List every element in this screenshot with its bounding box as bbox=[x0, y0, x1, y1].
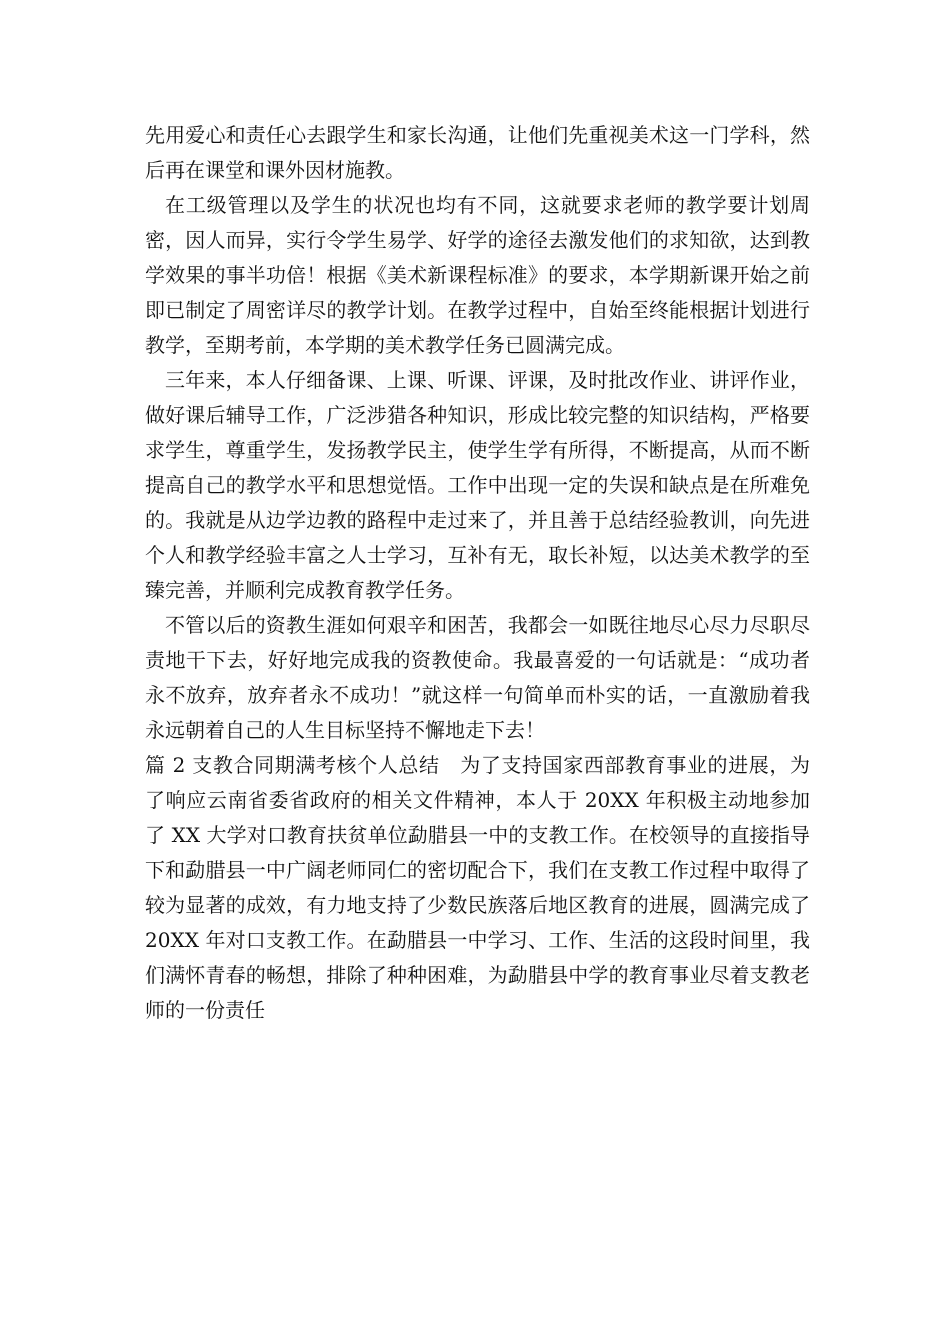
paragraph-3: 三年来，本人仔细备课、上课、听课、评课，及时批改作业、讲评作业，做好课后辅导工作，广泛涉猎各种知识，形成比较完整的知识结构，严格要求学生，尊重学生，发扬教学民主，使学生学有所得，不断提高，从而不断提高自己的教学水平和思想觉悟。工作中出现一定的失误和缺点是在所难免的。我就是从边学边教的路程中走过来了，并且善于总结经验教训，向先进个人和教学经验丰富之人士学习，互补有无，取长补短，以达美术教学的至臻完善，并顺利完成教育教学任务。 bbox=[145, 368, 810, 602]
paragraph-1: 先用爱心和责任心去跟学生和家长沟通，让他们先重视美术这一门学科，然后再在课堂和课外因材施教。 bbox=[145, 123, 810, 182]
paragraph-5: 篇 2 支教合同期满考核个人总结 为了支持国家西部教育事业的进展，为了响应云南省委省政府的相关文件精神，本人于 20XX 年积极主动地参加了 XX 大学对口教育扶贫单位勐腊县一中的支教工作。在校领导的直接指导下和勐腊县一中广阔老师同仁的密切配合下，我们在支教工作过程中取得了较为显著的成效，有力地支持了少数民族落后地区教育的进展，圆满完成了 20XX 年对口支教工作。在勐腊县一中学习、工作、生活的这段时间里，我们满怀青春的畅想，排除了种种困难，为勐腊县中学的教育事业尽着支教老师的一份责任 bbox=[145, 753, 810, 1022]
paragraph-4: 不管以后的资教生涯如何艰辛和困苦，我都会一如既往地尽心尽力尽职尽责地干下去，好好地完成我的资教使命。我最喜爱的一句话就是：“成功者永不放弃，放弃者永不成功！”就这样一句简单而朴实的话，一直激励着我永远朝着自己的人生目标坚持不懈地走下去！ bbox=[145, 613, 810, 742]
paragraph-2: 在工级管理以及学生的状况也均有不同，这就要求老师的教学要计划周密，因人而异，实行令学生易学、好学的途径去激发他们的求知欲，达到教学效果的事半功倍！根据《美术新课程标准》的要求，本学期新课开始之前即已制定了周密详尽的教学计划。在教学过程中，自始至终能根据计划进行教学，至期考前，本学期的美术教学任务已圆满完成。 bbox=[145, 193, 810, 357]
document-body bbox=[145, 118, 810, 1028]
